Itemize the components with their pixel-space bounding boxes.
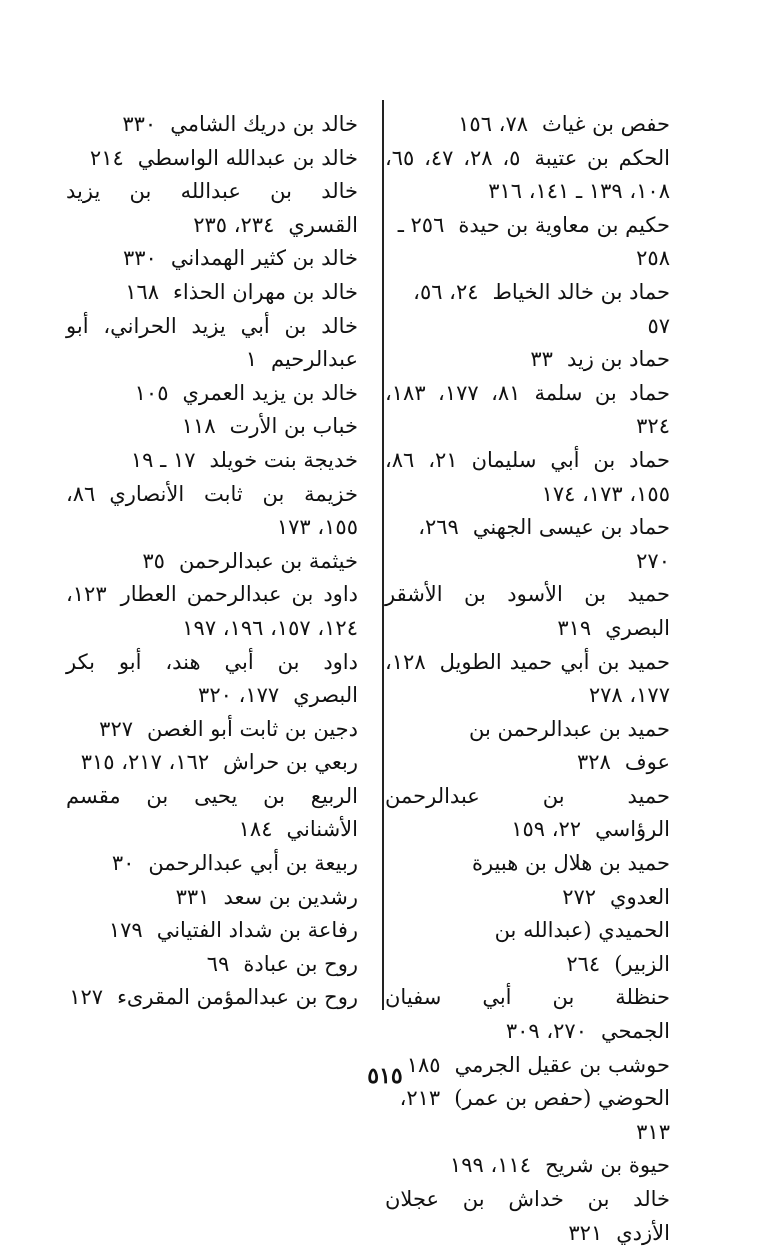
- entry-pages: ٨١، ١٧٧، ١٨٣، ٣٢٤: [385, 380, 670, 439]
- index-entry: [66, 847, 358, 881]
- entry-name: خالد بن أبي يزيد الحراني، أبو عبدالرحيم: [66, 313, 358, 372]
- index-entry: [66, 545, 358, 579]
- entry-pages: ٣٢٧: [99, 716, 134, 741]
- entry-name: الربيع بن يحيى بن مقسم الأشناني: [66, 783, 358, 842]
- entry-pages: ٣٢١: [568, 1220, 603, 1245]
- entry-pages: ٣٠: [111, 851, 135, 876]
- entry-name: حماد بن خالد الخياط: [492, 279, 670, 304]
- entry-pages: ٥، ٢٨، ٤٧، ٦٥، ١٠٨، ١٣٩ ـ ١٤١، ٣١٦: [385, 145, 670, 204]
- entry-name: حميد بن هلال بن هبيرة العدوي: [471, 851, 670, 909]
- index-entry: [66, 242, 358, 276]
- entry-name: حماد بن زيد: [566, 347, 670, 372]
- index-entry: [385, 1082, 670, 1149]
- entry-pages: ١٠٥: [134, 380, 169, 405]
- index-entry: [385, 578, 670, 645]
- index-entry: [66, 881, 358, 915]
- entry-pages: ٢٧٠، ٣٠٩: [505, 1019, 587, 1044]
- index-entry: [385, 847, 670, 914]
- entry-pages: ٢٦٤: [566, 951, 601, 976]
- entry-pages: ١٦٨: [125, 279, 160, 304]
- entry-name: الحميدي (عبدالله بن الزبير): [494, 918, 670, 976]
- entry-pages: ١٧٧، ٣٢٠: [198, 683, 280, 708]
- index-entry: [66, 780, 358, 847]
- entry-name: داود بن عبدالرحمن العطار: [120, 582, 358, 607]
- entry-name: خزيمة بن ثابت الأنصاري: [109, 481, 358, 506]
- index-entry: [385, 444, 670, 511]
- entry-pages: ١١٤، ١٩٩: [449, 1153, 532, 1178]
- entry-name: خالد بن دريك الشامي: [170, 112, 358, 136]
- index-entry: [385, 713, 670, 780]
- index-entry: [66, 142, 358, 176]
- index-entry: [385, 780, 670, 847]
- entry-pages: ٣٢٨: [577, 750, 611, 775]
- index-entry: [66, 478, 358, 545]
- entry-name: خالد بن خداش بن عجلان الأزدي: [385, 1187, 670, 1245]
- entry-pages: ١: [245, 347, 257, 372]
- page-number: ٥١٥: [367, 1063, 403, 1089]
- entry-pages: ٢٢، ١٥٩: [511, 817, 582, 842]
- entry-pages: ١٢٨، ١٧٧، ٢٧٨: [385, 649, 670, 708]
- entry-name: ربعي بن حراش: [223, 750, 358, 775]
- index-entry: [385, 209, 670, 276]
- entry-name: خالد بن يزيد العمري: [182, 380, 358, 405]
- entry-pages: ١٢٧: [69, 985, 104, 1010]
- entry-name: رشدين بن سعد: [223, 884, 358, 909]
- entry-name: خيثمة بن عبدالرحمن: [178, 548, 358, 573]
- index-entry: [385, 142, 670, 209]
- entry-name: حميد بن عبدالرحمن الرؤاسي: [385, 783, 670, 842]
- entry-name: خالد بن كثير الهمداني: [170, 246, 358, 271]
- entry-name: خالد بن مهران الحذاء: [173, 279, 358, 304]
- entry-name: حميد بن عبدالرحمن بن عوف: [469, 716, 670, 775]
- index-entry: [385, 276, 670, 343]
- entry-name: الحكم بن عتيبة: [534, 145, 670, 170]
- entry-pages: ١٨٥: [406, 1052, 441, 1077]
- index-entry: [385, 981, 670, 1048]
- entry-name: رفاعة بن شداد الفتياني: [156, 918, 358, 943]
- index-entry: [385, 343, 670, 377]
- index-entry: [385, 914, 670, 981]
- entry-pages: ٣٣١: [175, 884, 210, 909]
- entry-name: حيوة بن شريح: [545, 1153, 670, 1178]
- index-entry: [66, 410, 358, 444]
- entry-name: حميد بن الأسود بن الأشقر البصري: [385, 582, 670, 640]
- entry-pages: ٦٩: [206, 951, 230, 976]
- index-entry: [66, 914, 358, 948]
- entry-name: روح بن عبدالمؤمن المقرىء: [117, 985, 358, 1010]
- entry-name: حوشب بن عقيل الجرمي: [454, 1052, 670, 1077]
- index-entry: [66, 981, 358, 1015]
- entry-pages: ١٧٩: [108, 918, 143, 943]
- index-entry: [385, 511, 670, 578]
- entry-pages: ١٧ ـ ١٩: [130, 447, 196, 472]
- entry-pages: ٢٥٦ ـ ٢٥٨: [397, 212, 670, 271]
- index-entry: [385, 646, 670, 713]
- entry-name: حميد بن أبي حميد الطويل: [439, 649, 670, 674]
- index-entry: [66, 578, 358, 645]
- entry-name: حكيم بن معاوية بن حيدة: [458, 212, 670, 237]
- entry-name: حنظلة بن أبي سفيان الجمحي: [385, 985, 670, 1044]
- index-entry: [66, 646, 358, 713]
- index-entry: [66, 310, 358, 377]
- index-entry: [66, 377, 358, 411]
- entry-pages: ٨٦، ١٥٥، ١٧٣: [66, 481, 358, 540]
- left-column: [66, 108, 358, 1015]
- entry-name: خديجة بنت خويلد: [209, 447, 358, 472]
- entry-pages: ٧٨، ١٥٦: [458, 112, 528, 136]
- entry-pages: ٢١٤: [89, 145, 124, 170]
- index-entry: [385, 1183, 670, 1250]
- entry-pages: ٣٥: [142, 548, 165, 573]
- entry-name: خالد بن عبدالله بن يزيد القسري: [66, 179, 358, 237]
- index-entry: [66, 444, 358, 478]
- entry-pages: ٢٤، ٥٦، ٥٧: [413, 279, 670, 338]
- entry-pages: ٣٣٠: [122, 246, 157, 271]
- entry-pages: ٣١٩: [557, 615, 592, 640]
- entry-pages: ١٨٤: [238, 817, 273, 842]
- entry-pages: ١٢٣، ١٢٤، ١٥٧، ١٩٦، ١٩٧: [66, 582, 358, 640]
- index-entry: [385, 377, 670, 444]
- entry-name: حفص بن غياث: [542, 112, 670, 136]
- entry-pages: ٢١، ٨٦، ١٥٥، ١٧٣، ١٧٤: [385, 447, 670, 506]
- index-entry: [385, 1149, 670, 1183]
- entry-pages: ٢٦٩، ٢٧٠: [418, 515, 670, 573]
- index-entry: [66, 276, 358, 310]
- entry-name: حماد بن أبي سليمان: [471, 447, 670, 472]
- entry-name: خالد بن عبدالله الواسطي: [137, 145, 358, 170]
- index-entry: [66, 713, 358, 747]
- entry-name: روح بن عبادة: [243, 951, 358, 976]
- entry-name: داود بن أبي هند، أبو بكر البصري: [66, 649, 358, 708]
- entry-pages: ٣٣: [530, 347, 553, 372]
- index-entry: [66, 108, 358, 142]
- index-entry: [385, 108, 670, 142]
- entry-pages: ٣٣٠: [122, 112, 157, 136]
- index-entry: [66, 948, 358, 982]
- entry-name: حماد بن عيسى الجهني: [472, 515, 670, 540]
- entry-pages: ٢١٣، ٣١٣: [399, 1086, 670, 1144]
- column-divider: [382, 100, 384, 1010]
- entry-pages: ٢٣٤، ٢٣٥: [193, 212, 275, 237]
- entry-name: حماد بن سلمة: [534, 380, 670, 405]
- index-entry: [66, 746, 358, 780]
- entry-name: الحوضي (حفص بن عمر): [454, 1086, 670, 1111]
- entry-pages: ٢٧٢: [562, 884, 597, 909]
- entry-pages: ١١٨: [181, 414, 216, 439]
- entry-pages: ١٦٢، ٢١٧، ٣١٥: [80, 750, 210, 775]
- entry-name: ربيعة بن أبي عبدالرحمن: [148, 851, 358, 876]
- entry-name: دجين بن ثابت أبو الغصن: [147, 716, 358, 741]
- index-entry: [66, 175, 358, 242]
- entry-name: خباب بن الأرت: [229, 414, 358, 439]
